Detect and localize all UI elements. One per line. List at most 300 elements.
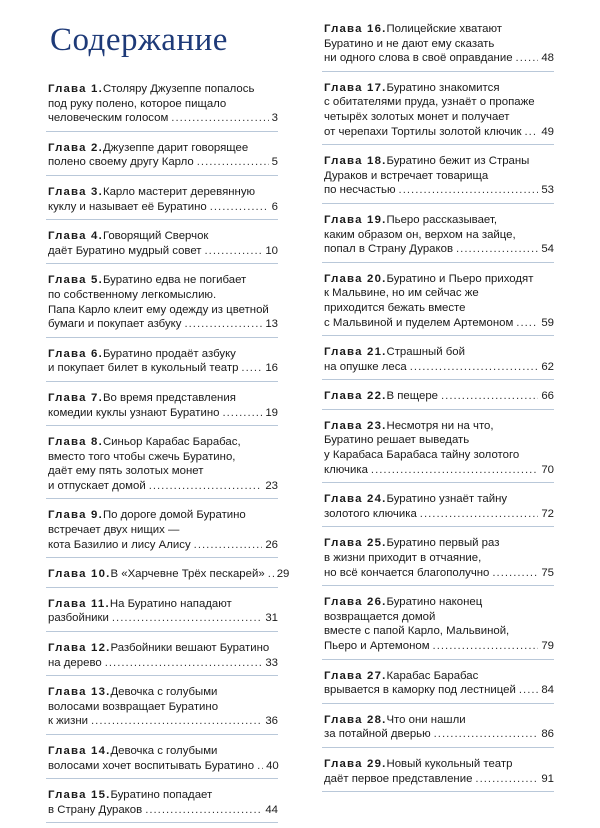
- toc-entry-line: [48, 759, 278, 774]
- chapter-label: [48, 685, 110, 700]
- chapter-title-text: возвращается домой: [324, 610, 436, 623]
- toc-entry-line: [48, 229, 278, 244]
- chapter-number: 14.: [91, 745, 111, 757]
- chapter-word: Глава: [324, 596, 363, 609]
- toc-entry: [46, 387, 278, 426]
- chapter-number: 11.: [91, 597, 110, 610]
- page-number: 79: [541, 640, 554, 652]
- toc-entry-line: [48, 111, 278, 126]
- chapter-label: [324, 22, 386, 37]
- toc-entry: [46, 78, 278, 132]
- toc-entry-line: [324, 110, 554, 125]
- toc-entry-line: [324, 566, 554, 581]
- toc-entry-line: [48, 567, 290, 582]
- toc-entry-line: [324, 286, 554, 301]
- toc-entry-line: [324, 757, 554, 772]
- chapter-label: [48, 435, 103, 450]
- dot-leader: [210, 200, 269, 215]
- toc-entry-line: [48, 479, 278, 494]
- page-number: 49: [541, 125, 554, 138]
- chapter-number: 10.: [91, 568, 111, 581]
- toc-entry-line: [48, 155, 278, 170]
- toc-entry-line: [324, 213, 554, 228]
- chapter-label: [324, 419, 386, 434]
- toc-entry-line: [48, 273, 278, 288]
- chapter-title-text: Буратино и не дают ему сказать: [324, 37, 495, 50]
- dot-leader: [420, 507, 539, 522]
- toc-entry-line: [48, 391, 278, 406]
- toc-entry-line: [48, 200, 278, 215]
- toc-entry: [46, 637, 278, 676]
- chapter-label: [324, 492, 386, 507]
- chapter-title-text: Буратино первый раз: [386, 537, 500, 550]
- chapter-title-text: полено своему другу Карло: [48, 156, 194, 169]
- dot-leader: [410, 360, 539, 375]
- dot-leader: [434, 727, 539, 742]
- chapter-title-text: Буратино едва не погибает: [102, 274, 247, 287]
- toc-entry: [322, 385, 554, 410]
- chapter-title-text: даёт Буратино мудрый совет: [48, 244, 202, 257]
- chapter-word: Глава: [48, 230, 87, 243]
- chapter-word: Глава: [48, 509, 87, 522]
- page-number: 31: [265, 612, 278, 625]
- page-number: 40: [266, 759, 279, 772]
- chapter-title-text: попал в Страну Дураков: [324, 243, 453, 256]
- toc-entry: [322, 488, 554, 527]
- chapter-number: 7.: [91, 391, 103, 404]
- toc-entry-line: [324, 316, 554, 331]
- chapter-title-text: Джузеппе дарит говорящее: [102, 141, 249, 154]
- dot-leader: [516, 316, 538, 331]
- chapter-title-text: Буратино наконец: [386, 596, 483, 609]
- toc-entry: [322, 665, 554, 704]
- toc-entry: [322, 532, 554, 586]
- chapter-title-text: даёт первое представление: [324, 772, 473, 785]
- chapter-number: 28.: [367, 713, 387, 726]
- toc-entry-line: [324, 389, 554, 404]
- dot-leader: [105, 656, 263, 671]
- chapter-title-text: Столяру Джузеппе попалось: [102, 83, 255, 95]
- chapter-number: 2.: [91, 141, 103, 154]
- page-number: 26: [265, 538, 278, 551]
- chapter-title-text: Несмотря ни на что,: [386, 419, 494, 432]
- chapter-title-text: каким образом он, верхом на зайце,: [324, 228, 516, 241]
- toc-entry-line: [48, 303, 278, 318]
- chapter-word: Глава: [48, 185, 87, 198]
- chapter-number: 29.: [367, 757, 387, 770]
- toc-entry-line: [48, 700, 278, 715]
- toc-entry: [46, 740, 278, 779]
- toc-entry: [46, 681, 278, 735]
- dot-leader: [492, 566, 538, 581]
- page-number: 16: [265, 362, 278, 375]
- page-number: 62: [541, 360, 554, 373]
- chapter-label: [324, 669, 386, 684]
- chapter-title-text: от черепахи Тортилы золотой ключик: [324, 125, 522, 138]
- page-number: 5: [271, 156, 278, 169]
- toc-entry: [46, 269, 278, 337]
- dot-leader: [475, 772, 538, 787]
- page-number: 84: [541, 684, 554, 697]
- chapter-word: Глава: [48, 745, 87, 757]
- chapter-word: Глава: [48, 568, 87, 581]
- toc-entry-line: [48, 406, 278, 421]
- toc-entry-line: [324, 125, 554, 140]
- chapter-number: 20.: [367, 272, 387, 285]
- toc-entry: [46, 137, 278, 176]
- toc-entry-line: [48, 508, 278, 523]
- toc-entry-line: [48, 788, 278, 803]
- chapter-label: [48, 229, 103, 244]
- dot-leader: [149, 479, 263, 494]
- page-number: 44: [265, 803, 278, 816]
- chapter-title-text: за потайной дверью: [324, 728, 431, 741]
- chapter-title-text: четырёх золотых монет и получает: [324, 110, 510, 123]
- dot-leader: [433, 639, 539, 654]
- page-number: 10: [265, 244, 278, 257]
- page-number: 86: [541, 728, 554, 741]
- chapter-title-text: Буратино попадает: [110, 789, 213, 802]
- chapter-word: Глава: [48, 686, 87, 699]
- toc-entry: [46, 784, 278, 823]
- chapter-word: Глава: [48, 642, 87, 655]
- toc-entry-line: [324, 37, 554, 52]
- toc-entry-line: [48, 744, 278, 759]
- chapter-label: [324, 713, 386, 728]
- chapter-label: [48, 788, 110, 803]
- chapter-title-text: в жизни приходит в отчаяние,: [324, 552, 482, 565]
- chapter-number: 9.: [91, 509, 103, 522]
- dot-leader: [257, 759, 263, 774]
- dot-leader: [205, 244, 263, 259]
- toc-entry-line: [324, 433, 554, 448]
- chapter-title-text: даёт ему пять золотых монет: [48, 465, 204, 478]
- chapter-title-text: Во время представления: [102, 391, 236, 404]
- chapter-title-text: В пещере: [386, 390, 438, 403]
- chapter-label: [48, 567, 110, 582]
- toc-entry-line: [324, 22, 554, 37]
- toc-entry-line: [48, 450, 278, 465]
- chapter-label: [324, 595, 386, 610]
- chapter-word: Глава: [324, 419, 363, 432]
- chapter-label: [324, 757, 386, 772]
- toc-entry-line: [324, 669, 554, 684]
- chapter-word: Глава: [48, 141, 87, 154]
- chapter-title-text: и покупает билет в кукольный театр: [48, 362, 239, 375]
- toc-entry: [322, 415, 554, 483]
- chapter-label: [48, 508, 103, 523]
- toc-entry-line: [324, 242, 554, 257]
- toc-entry-line: [48, 523, 278, 538]
- chapter-title-text: Новый кукольный театр: [386, 757, 513, 770]
- chapter-title-text: Карло мастерит деревянную: [102, 185, 256, 198]
- chapter-word: Глава: [324, 390, 363, 403]
- toc-entry: [322, 209, 554, 263]
- toc-entry-line: [324, 169, 554, 184]
- toc-entry-line: [324, 81, 554, 96]
- chapter-title-text: Буратино знакомится: [386, 81, 500, 94]
- toc-entry-line: [324, 345, 554, 360]
- dot-leader: [399, 183, 539, 198]
- toc-entry-line: [48, 244, 278, 259]
- chapter-number: 8.: [91, 436, 103, 449]
- chapter-number: 21.: [367, 346, 387, 359]
- chapter-label: [324, 272, 386, 287]
- chapter-title-text: Пьеро рассказывает,: [386, 213, 498, 226]
- dot-leader: [222, 406, 262, 421]
- toc-entry-line: [48, 538, 278, 553]
- chapter-word: Глава: [48, 597, 87, 610]
- chapter-title-text: волосами хочет воспитывать Буратино: [48, 759, 255, 772]
- chapter-title-text: Девочка с голубыми: [110, 686, 218, 699]
- chapter-title-text: Дураков и встречает товарища: [324, 169, 489, 182]
- dot-leader: [516, 51, 539, 66]
- chapter-word: Глава: [324, 493, 363, 506]
- dot-leader: [197, 155, 269, 170]
- toc-entry-line: [48, 317, 278, 332]
- toc-entry-line: [48, 685, 278, 700]
- dot-leader: [456, 242, 538, 257]
- chapter-label: [324, 536, 386, 551]
- dot-leader: [519, 683, 538, 698]
- chapter-label: [324, 389, 386, 404]
- chapter-word: Глава: [324, 537, 363, 550]
- chapter-label: [48, 273, 103, 288]
- chapter-number: 23.: [367, 419, 387, 432]
- chapter-title-text: Синьор Карабас Барабас,: [102, 436, 241, 449]
- chapter-word: Глава: [48, 789, 87, 802]
- toc-entry-line: [324, 727, 554, 742]
- chapter-title-text: с обитателями пруда, узнаёт о пропаже: [324, 96, 535, 109]
- toc-entry-line: [324, 551, 554, 566]
- chapter-title-text: встречает двух нищих —: [48, 524, 180, 537]
- toc-entry-line: [48, 656, 278, 671]
- toc-entry-line: [324, 492, 554, 507]
- chapter-number: 25.: [367, 537, 387, 550]
- toc-entry-line: [48, 464, 278, 479]
- chapter-word: Глава: [324, 272, 363, 285]
- toc-entry: [322, 18, 554, 72]
- chapter-title-text: но всё кончается благополучно: [324, 566, 490, 579]
- chapter-label: [324, 213, 386, 228]
- page-number: 13: [265, 318, 278, 331]
- dot-leader: [241, 361, 262, 376]
- chapter-word: Глава: [324, 81, 363, 94]
- chapter-number: 18.: [367, 155, 387, 168]
- page-number: 54: [541, 243, 554, 256]
- chapter-label: [48, 185, 103, 200]
- chapter-label: [324, 345, 386, 360]
- chapter-title-text: по несчастью: [324, 184, 396, 197]
- toc-entry: [46, 225, 278, 264]
- toc-entry: [322, 268, 554, 336]
- toc-entry-line: [324, 639, 554, 654]
- toc-entry-line: [324, 154, 554, 169]
- chapter-number: 1.: [91, 83, 103, 95]
- toc-entry-line: [324, 713, 554, 728]
- chapter-number: 27.: [367, 669, 387, 682]
- chapter-number: 26.: [367, 596, 387, 609]
- chapter-title-text: под руку полено, которое пищало: [48, 97, 227, 110]
- chapter-title-text: на дерево: [48, 656, 102, 669]
- page-number: 3: [271, 112, 278, 125]
- chapter-title-text: на опушке леса: [324, 360, 407, 373]
- toc-entry-line: [48, 641, 278, 656]
- toc-entry: [322, 77, 554, 145]
- chapter-title-text: бумаги и покупает азбуку: [48, 318, 182, 331]
- chapter-number: 3.: [91, 185, 103, 198]
- toc-entry-line: [324, 183, 554, 198]
- chapter-label: [48, 641, 110, 656]
- chapter-title-text: ключика: [324, 463, 368, 476]
- toc-entry-line: [324, 463, 554, 478]
- chapter-word: Глава: [48, 391, 87, 404]
- chapter-word: Глава: [324, 346, 363, 359]
- chapter-title-text: по собственному легкомыслию.: [48, 288, 217, 301]
- chapter-title-text: Буратино бежит из Страны: [386, 155, 530, 168]
- chapter-title-text: По дороге домой Буратино: [102, 509, 246, 522]
- chapter-title-text: Разбойники вешают Буратино: [110, 642, 270, 655]
- chapter-title-text: золотого ключика: [324, 507, 417, 520]
- chapter-title-text: к жизни: [48, 715, 89, 728]
- chapter-title-text: В «Харчевне Трёх пескарей»: [110, 568, 265, 581]
- chapter-title-text: Страшный бой: [386, 346, 465, 359]
- chapter-label: [48, 82, 103, 97]
- chapter-title-text: разбойники: [48, 612, 109, 625]
- toc-entry-line: [48, 185, 278, 200]
- chapter-number: 19.: [367, 213, 387, 226]
- dot-leader: [91, 714, 262, 729]
- toc-entry-line: [48, 361, 278, 376]
- toc-entry-line: [324, 360, 554, 375]
- chapter-label: [48, 141, 103, 156]
- chapter-title-text: Буратино решает выведать: [324, 434, 470, 447]
- chapter-title-text: Говорящий Сверчок: [102, 230, 209, 243]
- chapter-word: Глава: [48, 347, 87, 360]
- toc-entry: [46, 504, 278, 558]
- chapter-title-text: кота Базилио и лису Алису: [48, 538, 191, 551]
- chapter-title-text: На Буратино нападают: [109, 597, 232, 610]
- chapter-title-text: куклу и называет её Буратино: [48, 200, 207, 213]
- toc-entry: [46, 593, 278, 632]
- chapter-label: [324, 154, 386, 169]
- chapter-title-text: вместе с папой Карло, Мальвиной,: [324, 625, 510, 638]
- page-number: 70: [541, 463, 554, 476]
- toc-entry-line: [48, 347, 278, 362]
- page-number: 66: [541, 390, 554, 403]
- toc-entry-line: [324, 95, 554, 110]
- chapter-number: 12.: [91, 642, 111, 655]
- chapter-title-text: комедии куклы узнают Буратино: [48, 406, 220, 419]
- chapter-title-text: вместо того чтобы сжечь Буратино,: [48, 450, 236, 463]
- chapter-title-text: человеческим голосом: [48, 112, 169, 125]
- page-number: 75: [541, 566, 554, 579]
- dot-leader: [184, 317, 262, 332]
- toc-entry: [46, 343, 278, 382]
- chapter-number: 15.: [91, 789, 111, 802]
- chapter-title-text: Буратино и Пьеро приходят: [386, 272, 534, 285]
- toc-entry-line: [48, 82, 278, 97]
- toc-entry: [322, 709, 554, 748]
- chapter-title-text: к Мальвине, но им сейчас же: [324, 287, 479, 300]
- chapter-title-text: приходится бежать вместе: [324, 301, 466, 314]
- chapter-label: [324, 81, 386, 96]
- page-number: 23: [265, 479, 278, 492]
- chapter-title-text: с Мальвиной и пуделем Артемоном: [324, 316, 514, 329]
- chapter-title-text: Пьеро и Артемоном: [324, 640, 430, 652]
- toc-entry-line: [324, 772, 554, 787]
- chapter-word: Глава: [324, 213, 363, 226]
- chapter-label: [48, 347, 103, 362]
- chapter-number: 4.: [91, 230, 103, 243]
- toc-entry: [322, 150, 554, 204]
- toc-entry: [322, 591, 554, 659]
- toc-column-left: [46, 78, 290, 828]
- chapter-word: Глава: [324, 23, 363, 35]
- chapter-label: [48, 597, 110, 612]
- toc-entry-line: [324, 536, 554, 551]
- toc-entry-line: [324, 228, 554, 243]
- chapter-word: Глава: [324, 757, 363, 770]
- dot-leader: [145, 803, 262, 818]
- chapter-title-text: и отпускает домой: [48, 479, 146, 492]
- chapter-title-text: врывается в каморку под лестницей: [324, 684, 516, 697]
- toc-entry-line: [48, 714, 278, 729]
- chapter-title-text: Карабас Барабас: [386, 669, 479, 682]
- toc-entry-line: [324, 610, 554, 625]
- dot-leader: [112, 611, 262, 626]
- toc-entry: [46, 563, 290, 588]
- chapter-number: 24.: [367, 493, 387, 506]
- toc-entry-line: [324, 301, 554, 316]
- page-number: 48: [541, 52, 554, 65]
- dot-leader: [268, 567, 274, 582]
- dot-leader: [441, 389, 538, 404]
- toc-entry-line: [48, 97, 278, 112]
- toc-entry-line: [324, 683, 554, 698]
- toc-entry: [322, 341, 554, 380]
- page-number: 53: [541, 184, 554, 197]
- toc-entry-line: [324, 507, 554, 522]
- dot-leader: [371, 463, 538, 478]
- page-number: 91: [541, 772, 554, 785]
- chapter-number: 16.: [367, 23, 387, 35]
- chapter-title-text: ни одного слова в своё оправдание: [324, 52, 513, 65]
- toc-column-right: [322, 18, 554, 797]
- page-number: 72: [541, 507, 554, 520]
- chapter-word: Глава: [324, 155, 363, 168]
- chapter-word: Глава: [48, 436, 87, 449]
- dot-leader: [525, 125, 539, 140]
- chapter-word: Глава: [48, 83, 87, 95]
- toc-entry-line: [48, 141, 278, 156]
- chapter-title-text: в Страну Дураков: [48, 803, 143, 816]
- toc-entry-line: [48, 597, 278, 612]
- chapter-title-text: у Карабаса Барабаса тайну золотого: [324, 449, 520, 462]
- dot-leader: [194, 538, 263, 553]
- page-title: Содержание: [50, 22, 228, 58]
- chapter-title-text: Полицейские хватают: [386, 23, 503, 35]
- chapter-label: [48, 391, 103, 406]
- page-number: 59: [541, 316, 554, 329]
- toc-entry: [46, 431, 278, 499]
- toc-entry-line: [48, 803, 278, 818]
- page-number: 33: [265, 656, 278, 669]
- toc-entry-line: [324, 51, 554, 66]
- toc-entry: [46, 181, 278, 220]
- page-number: 6: [271, 200, 278, 213]
- chapter-word: Глава: [48, 274, 87, 287]
